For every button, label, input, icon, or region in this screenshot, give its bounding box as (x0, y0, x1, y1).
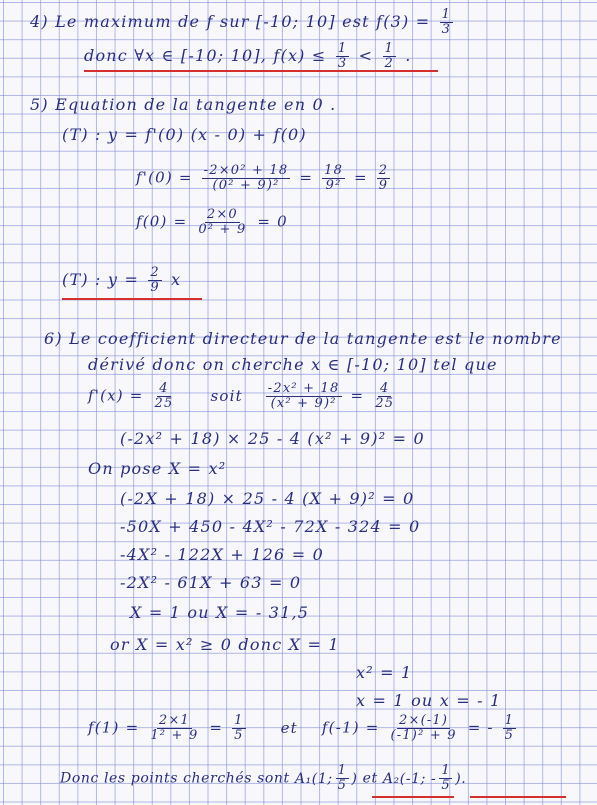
fraction: $\frac{18}{\text{9²}}$ (324, 163, 344, 193)
fraction: $\frac{2\times 0}{\text{0² + 9}}$ (198, 207, 247, 237)
part5-title: 5) Equation de la tangente en 0 . (30, 95, 337, 114)
part6-solutions: X = 1 ou X = - 31,5 (130, 603, 310, 622)
fraction: $\frac{4}{25}$ (154, 381, 174, 411)
part6-equation-6: -2X² - 61X + 63 = 0 (120, 573, 302, 592)
fraction: $\frac{2}{9}$ (378, 163, 389, 193)
fraction: $\frac{1}{2}$ (384, 41, 394, 71)
part6-x-squared: x² = 1 (356, 663, 413, 682)
part5-result: (T) : y = $\frac{2}{9}$ x (62, 265, 182, 295)
part6-equation-3: (-2X + 18) × 25 - 4 (X + 9)² = 0 (120, 489, 415, 508)
fraction: $\frac{1}{3}$ (441, 7, 452, 37)
part6-x-solutions: x = 1 ou x = - 1 (356, 691, 502, 710)
part4-line1 (30, 8, 456, 37)
fraction: $\frac{1}{5}$ (234, 713, 244, 743)
point-a2: A₂(-1; - $\frac{1}{5}$ ). (382, 763, 467, 793)
fraction: $\frac{1}{5}$ (441, 763, 451, 793)
fraction: $\frac{1}{3}$ (337, 41, 348, 71)
part6-substitution: On pose X = x² (88, 459, 227, 478)
point-a1-underline (372, 796, 454, 798)
fraction: $\frac{2\times(-1)}{\text{(-1)² + 9}}$ (390, 713, 457, 743)
part5-derivative-line: f'(0) = $\frac{\text{-2×0² + 18}}{\text{(0² + 9)²}}$ = $\frac{18}{\text{9²}}$ = $\frac{2}{9}$ (136, 163, 389, 193)
part4-inequality-text: donc ∀x ∈ [-10; 10], f(x) ≤ (84, 46, 327, 65)
part6-equation-2: (-2x² + 18) × 25 - 4 (x² + 9)² = 0 (120, 429, 425, 448)
fraction: $\frac{\text{-2x² + 18}}{\text{(x² + 9)²}}$ (267, 381, 340, 411)
part5-underline (62, 298, 202, 300)
part6-intro-line2: dérivé donc on cherche x ∈ [-10; 10] tel que (88, 355, 498, 374)
fraction: $\frac{4}{25}$ (375, 381, 395, 411)
fraction: $\frac{2\times 1}{\text{1² + 9}}$ (150, 713, 199, 743)
fraction: $\frac{2}{9}$ (150, 265, 160, 295)
part4-max-text: 4) Le maximum de f sur [-10; 10] est f(3) = (30, 12, 431, 31)
part6-intro-line1: 6) Le coefficient directeur de la tangente est le nombre (44, 329, 562, 348)
part6-images: f(1) = $\frac{2\times 1}{\text{1² + 9}}$ = $\frac{1}{5}$ et f(-1) = $\frac{2\times(-1)}{\text{(-1)² + 9}}$ = - $\frac{1}{5}$ (88, 713, 515, 743)
fraction: $\frac{1}{5}$ (337, 763, 347, 793)
point-a1: A₁(1; $\frac{1}{5}$ ) (294, 763, 358, 793)
point-a2-underline (470, 796, 566, 798)
part5-f0-line: f(0) = $\frac{2\times 0}{\text{0² + 9}}$ = 0 (136, 207, 288, 237)
part6-equation-1: f'(x) = $\frac{4}{25}$ soit $\frac{\text{-2x² + 18}}{\text{(x² + 9)²}}$ = $\frac{4}{25}$ (88, 381, 395, 411)
part6-equation-4: -50X + 450 - 4X² - 72X - 324 = 0 (120, 517, 421, 536)
part6-equation-5: -4X² - 122X + 126 = 0 (120, 545, 324, 564)
part6-conclusion: Donc les points cherchés sont A₁(1; $\frac{1}{5}$ ) et A₂(-1; - $\frac{1}{5}$ ). (60, 763, 467, 793)
part6-condition: or X = x² ≥ 0 donc X = 1 (110, 635, 340, 654)
part5-tangent-formula: (T) : y = f'(0) (x - 0) + f(0) (62, 125, 307, 144)
fraction: $\frac{\text{-2×0² + 18}}{\text{(0² + 9)²}}$ (203, 163, 289, 193)
fraction: $\frac{1}{5}$ (504, 713, 515, 743)
part4-underline (84, 70, 438, 72)
part4-line2: donc ∀x ∈ [-10; 10], f(x) ≤ $\frac{1}{3}$ < $\frac{1}{2}$ . (84, 41, 412, 71)
